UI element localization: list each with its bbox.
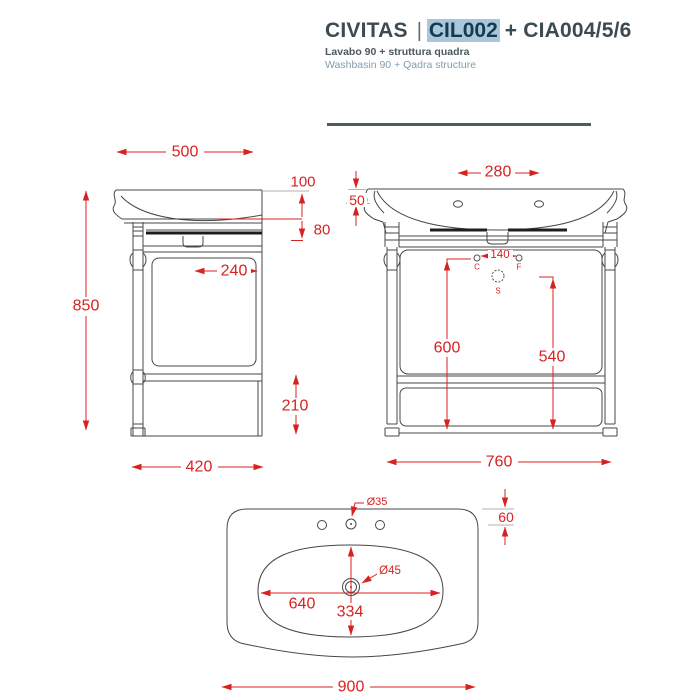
dim-plan-bowl-depth: 334 [336,603,364,621]
dim-side-base-height: 210 [281,397,309,415]
front-view-dimensions [346,164,611,472]
dim-plan-drain-diameter: Ø45 [379,565,401,577]
label-siphon-s: S [495,286,501,296]
subtitle-italian: Lavabo 90 + struttura quadra [325,46,470,59]
dim-front-tap-centers: 280 [484,163,512,181]
dim-plan-tap-hole-diameter: Ø35 [366,496,388,508]
product-code-highlighted: CIL002 [428,19,498,42]
label-hole-c: C [474,262,480,272]
dim-plan-bowl-length: 640 [288,595,316,613]
brand-name: CIVITAS [325,19,408,42]
side-view-dimensions [67,144,330,477]
product-code-suffix: + CIA004/5/6 [504,19,632,42]
dim-side-rim-drop: 80 [313,221,331,239]
title-separator: | [416,20,422,42]
subtitle-english: Washbasin 90 + Qadra structure [325,58,477,71]
dim-front-height-left: 600 [433,339,461,357]
dim-plan-overall-width: 900 [337,678,365,696]
dim-front-frame-width: 760 [485,453,513,471]
side-view-drawing [113,190,262,436]
dim-front-height-right: 540 [538,348,566,366]
dim-side-base-depth: 420 [185,458,213,476]
label-hole-f: F [516,262,522,272]
front-view-drawing [364,189,627,436]
dim-side-panel-depth: 240 [220,262,248,280]
dim-side-top-width: 500 [171,143,199,161]
dim-side-total-height: 850 [72,297,100,315]
dim-front-rim-height: 50 [349,192,365,208]
plan-view-dimensions [222,489,516,696]
dim-plan-edge-to-taps: 60 [498,509,514,525]
dim-side-basin-offset: 100 [290,173,316,191]
dim-front-hole-spacing: 140 [490,249,510,261]
plan-view-drawing [227,509,478,657]
